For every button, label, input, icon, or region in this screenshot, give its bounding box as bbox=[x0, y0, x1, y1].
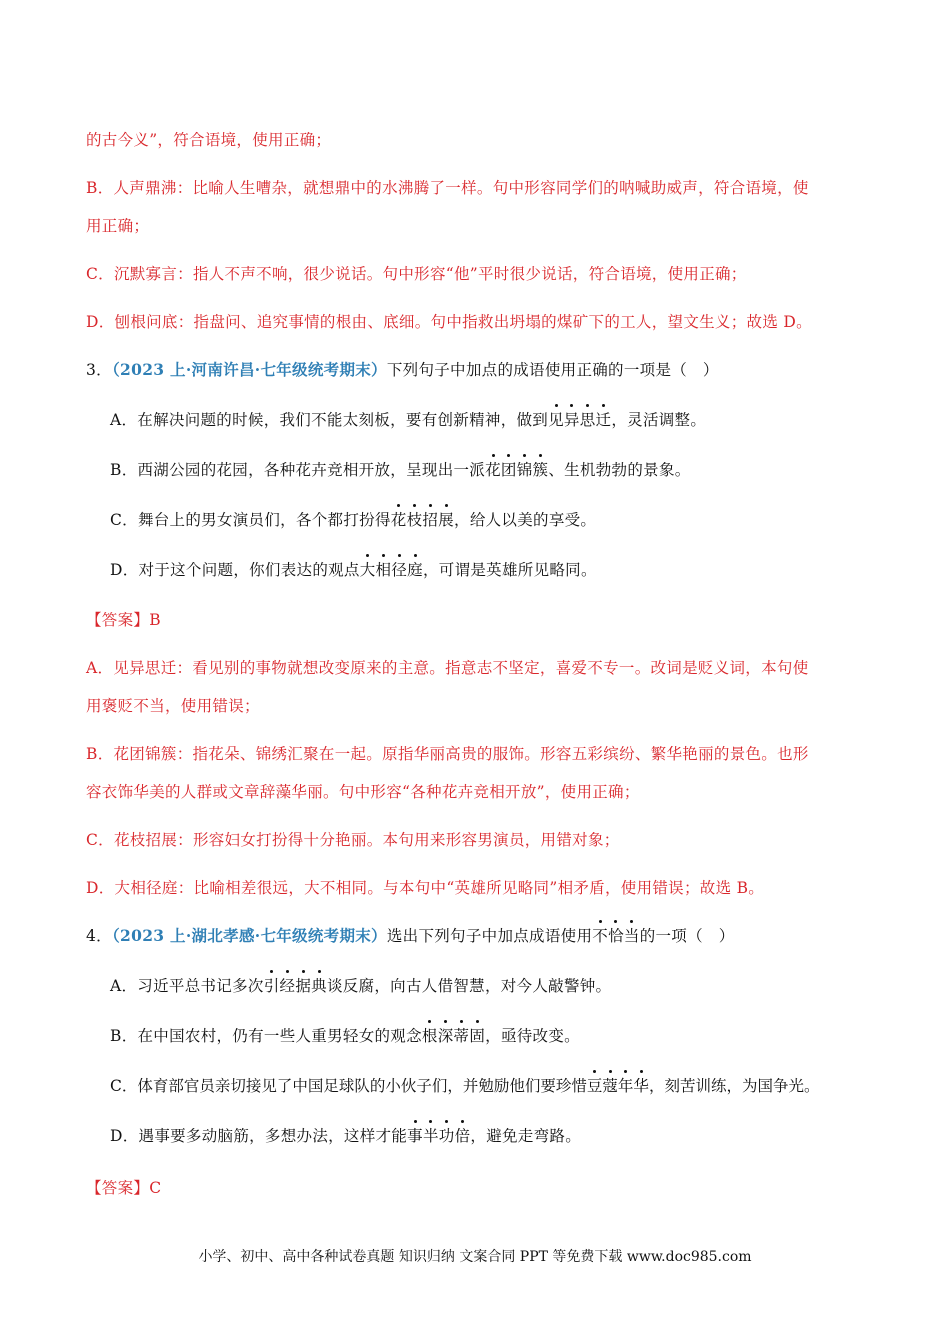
answer-value: B bbox=[149, 611, 161, 629]
question-stem: 的一项（ ） bbox=[639, 927, 735, 945]
dotted-idiom: 花枝招展 bbox=[391, 511, 454, 529]
dotted-idiom: 根深蒂固 bbox=[422, 1027, 485, 1045]
option-text: ，可谓是英雄所见略同。 bbox=[422, 561, 597, 579]
q4-option-d bbox=[110, 1124, 581, 1146]
question-stem: 选出下列句子中加点成语使用 bbox=[386, 927, 593, 945]
q2-explanation-line: D．刨根问底：指盘问、追究事情的根由、底细。句中指救出坍塌的煤矿下的工人，望文生义；故选 D。 bbox=[86, 313, 812, 331]
q3-explanation-line: A．见异思迁：看见别的事物就想改变原来的主意。指意志不坚定，喜爱不专一。改词是贬义词，本句使 bbox=[86, 659, 809, 677]
q2-explanation-line: B．人声鼎沸：比喻人生嘈杂，就想鼎中的水沸腾了一样。句中形容同学们的呐喊助威声，符合语境，使 bbox=[86, 179, 809, 197]
answer-value: C bbox=[149, 1179, 162, 1197]
dotted-phrase: 不恰当 bbox=[592, 927, 639, 945]
question-source: （2023 上·河南许昌·七年级统考期末） bbox=[111, 360, 387, 379]
option-text: ，亟待改变。 bbox=[485, 1027, 580, 1045]
option-text: ，避免走弯路。 bbox=[470, 1127, 581, 1145]
option-text: B．西湖公园的花园，各种花卉竞相开放，呈现出一派 bbox=[110, 461, 486, 479]
q3-stem-line bbox=[86, 358, 719, 380]
question-number: 3． bbox=[86, 361, 112, 379]
dotted-idiom: 见异思迁 bbox=[548, 411, 611, 429]
option-text: 谈反腐，向古人借智慧，对今人敲警钟。 bbox=[326, 977, 612, 995]
q3-option-b bbox=[110, 458, 691, 480]
dotted-idiom: 豆蔻年华 bbox=[587, 1077, 649, 1095]
q3-explanation-line: 用褒贬不当，使用错误； bbox=[86, 697, 260, 715]
option-text: A．在解决问题的时候，我们不能太刻板，要有创新精神，做到 bbox=[110, 411, 549, 429]
option-text: B．在中国农村，仍有一些人重男轻女的观念 bbox=[110, 1027, 422, 1045]
q4-option-b bbox=[110, 1024, 580, 1046]
q4-answer bbox=[86, 1176, 161, 1198]
question-source: （2023 上·湖北孝感·七年级统考期末） bbox=[111, 926, 387, 945]
option-text: ，给人以美的享受。 bbox=[454, 511, 597, 529]
option-text: C．舞台上的男女演员们，各个都打扮得 bbox=[110, 511, 391, 529]
option-text: ，灵活调整。 bbox=[611, 411, 707, 429]
q3-explanation-line: 容衣饰华美的人群或文章辞藻华丽。句中形容“各种花卉竞相开放”，使用正确； bbox=[86, 783, 640, 801]
answer-label: 【答案】 bbox=[86, 1179, 150, 1197]
q3-explanation-line: C．花枝招展：形容妇女打扮得十分艳丽。本句用来形容男演员，用错对象； bbox=[86, 831, 620, 849]
q4-stem-line bbox=[86, 924, 735, 946]
option-text: ，刻苦训练，为国争光。 bbox=[648, 1077, 820, 1095]
q4-option-a bbox=[110, 974, 611, 996]
q2-explanation-line: C．沉默寡言：指人不声不响，很少说话。句中形容“他”平时很少说话，符合语境，使用正确； bbox=[86, 265, 747, 283]
option-text: D．遇事要多动脑筋，多想办法，这样才能 bbox=[110, 1127, 408, 1145]
q3-explanation-line: B．花团锦簇：指花朵、锦绣汇聚在一起。原指华丽高贵的服饰。形容五彩缤纷、繁华艳丽的景色。也形 bbox=[86, 745, 809, 763]
q2-explanation-line: 用正确； bbox=[86, 217, 150, 235]
dotted-idiom: 大相径庭 bbox=[360, 561, 423, 579]
q3-option-a bbox=[110, 408, 706, 430]
q2-explanation-line: 的古今义”，符合语境，使用正确； bbox=[86, 131, 332, 149]
page-footer: 小学、初中、高中各种试卷真题 知识归纳 文案合同 PPT 等免费下载 www.doc985.com bbox=[198, 1249, 752, 1265]
option-text: 、生机勃勃的景象。 bbox=[548, 461, 691, 479]
q3-option-d bbox=[110, 558, 597, 580]
question-stem: 下列句子中加点的成语使用正确的一项是（ ） bbox=[386, 361, 719, 379]
option-text: A．习近平总书记多次 bbox=[110, 977, 264, 995]
dotted-idiom: 引经据典 bbox=[264, 977, 327, 995]
q4-option-c bbox=[110, 1074, 819, 1096]
dotted-idiom: 事半功倍 bbox=[407, 1127, 470, 1145]
option-text: D．对于这个问题，你们表达的观点 bbox=[110, 561, 360, 579]
answer-label: 【答案】 bbox=[86, 611, 150, 629]
question-number: 4． bbox=[86, 927, 112, 945]
q3-explanation-line: D．大相径庭：比喻相差很远，大不相同。与本句中“英雄所见略同”相矛盾，使用错误；故选 B。 bbox=[86, 879, 765, 897]
dotted-idiom: 花团锦簇 bbox=[485, 461, 548, 479]
q3-answer bbox=[86, 608, 161, 630]
q3-option-c bbox=[110, 508, 596, 530]
option-text: C．体育部官员亲切接见了中国足球队的小伙子们，并勉励他们要珍惜 bbox=[110, 1077, 587, 1095]
